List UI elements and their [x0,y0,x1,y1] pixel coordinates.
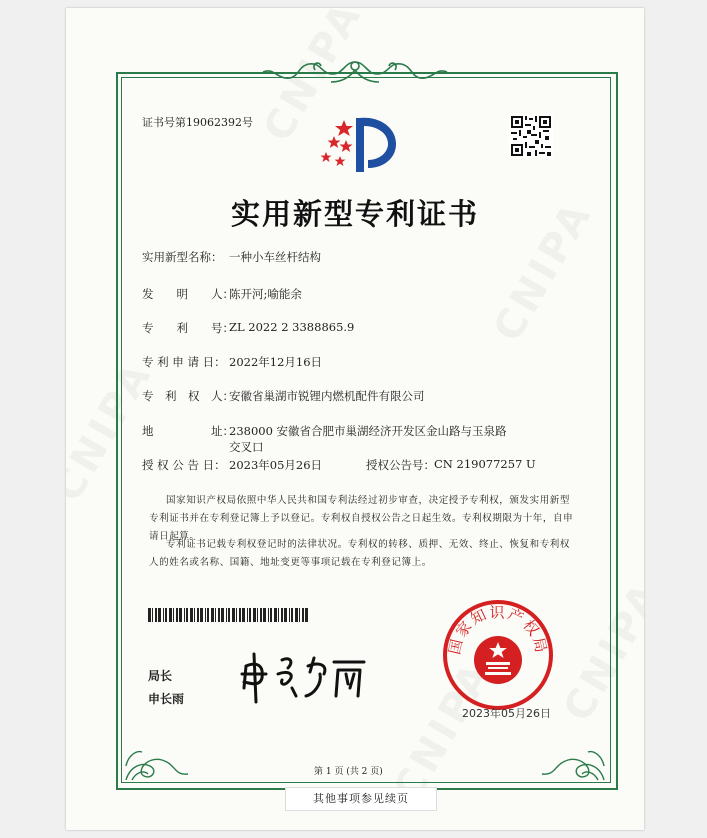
barcode-bar [221,608,224,622]
barcode-bar [299,608,300,622]
barcode-bar [253,608,256,622]
barcode-bar [211,608,214,622]
barcode-bar [152,608,153,622]
field-value-grant-no: CN 219077257 U [434,457,536,471]
barcode-icon [148,608,308,622]
legal-paragraph-1: 国家知识产权局依照中华人民共和国专利法经过初步审查，决定授予专利权，颁发实用新型 专利证书并在专利登记簿上予以登记。专利权自授权公告之日起生效。专利权期限为十年，自申 请日起算。 [149,495,574,542]
cnipa-logo-icon [316,114,398,176]
barcode-bar [184,608,185,622]
field-value-patent-no: ZL 2022 2 3388865.9 [229,320,355,334]
barcode-bar [257,608,258,622]
field-value-patentee: 安徽省巢湖市锐锂内燃机配件有限公司 [229,389,425,403]
ornament-icon [122,726,202,784]
barcode-bar [268,608,269,622]
field-label-name: 实用新型名称： [142,250,223,264]
barcode-bar [247,608,248,622]
page-info: 第 1 页 (共 2 页) [314,767,383,777]
certificate-title: 实用新型专利证书 [230,197,479,231]
barcode-bar [284,608,287,622]
barcode-bar [305,608,308,622]
barcode-bar [158,608,161,622]
barcode-bar [179,608,182,622]
field-value-address-line2: 交叉口 [229,440,264,454]
seal-text: 国家知识产权局 [445,603,551,657]
barcode-bar [215,608,216,622]
ornament-icon [255,56,455,90]
field-label-application-date: 专 利 申 请 日： [142,355,226,369]
barcode-bar [289,608,290,622]
barcode-bar [148,608,151,622]
barcode-bar [228,608,230,622]
barcode-bar [163,608,164,622]
barcode-bar [197,608,199,622]
barcode-bar [155,608,157,622]
field-value-address: 238000 安徽省合肥市巢湖经济开发区金山路与玉泉路 [229,424,507,438]
ornament-icon [528,726,608,784]
barcode-bar [281,608,283,622]
barcode-bar [236,608,237,622]
certificate-number: 证书号第19062392号 [142,116,253,129]
barcode-bar [169,608,172,622]
legal-paragraph-2: 专利证书记载专利权登记时的法律状况。专利权的转移、质押、无效、终止、恢复和专利权 人的姓名或名称、国籍、地址变更等事项记载在专利登记簿上。 [149,539,571,568]
field-value-application-date: 2022年12月16日 [229,355,323,369]
field-label-address: 地 址： [142,424,234,438]
barcode-bar [218,608,220,622]
field-label-patentee: 专 利 权 人： [142,389,234,403]
barcode-bar [200,608,203,622]
barcode-bar [260,608,262,622]
field-value-inventor: 陈开河;喻能余 [229,287,302,301]
barcode-bar [205,608,206,622]
field-label-grant-date: 授 权 公 告 日： [142,458,226,472]
barcode-bar [263,608,266,622]
barcode-bar [278,608,279,622]
qr-code-icon [509,114,553,158]
barcode-bar [176,608,178,622]
barcode-bar [270,608,272,622]
barcode-bar [190,608,193,622]
barcode-bar [295,608,298,622]
continuation-note: 其他事项参见续页 [285,787,437,811]
seal-date: 2023年05月26日 [462,707,551,720]
signature-icon [238,644,368,704]
barcode-bar [249,608,251,622]
field-value-grant-date: 2023年05月26日 [229,458,323,472]
barcode-bar [242,608,245,622]
official-seal-icon [441,598,555,712]
field-value-name: 一种小车丝杆结构 [229,250,321,264]
barcode-bar [232,608,235,622]
barcode-bar [274,608,277,622]
barcode-bar [207,608,209,622]
field-label-inventor: 发 明 人： [142,287,234,301]
certificate-page [66,8,644,830]
barcode-bar [186,608,188,622]
field-label-patent-no: 专 利 号： [142,321,234,335]
barcode-bar [194,608,195,622]
barcode-bar [165,608,167,622]
barcode-bar [291,608,293,622]
field-label-grant-no: 授权公告号： [366,458,435,472]
signer-title: 局长 [148,669,173,683]
signer-name: 申长雨 [148,692,185,706]
barcode-bar [226,608,227,622]
barcode-bar [302,608,304,622]
barcode-bar [173,608,174,622]
barcode-bar [239,608,241,622]
